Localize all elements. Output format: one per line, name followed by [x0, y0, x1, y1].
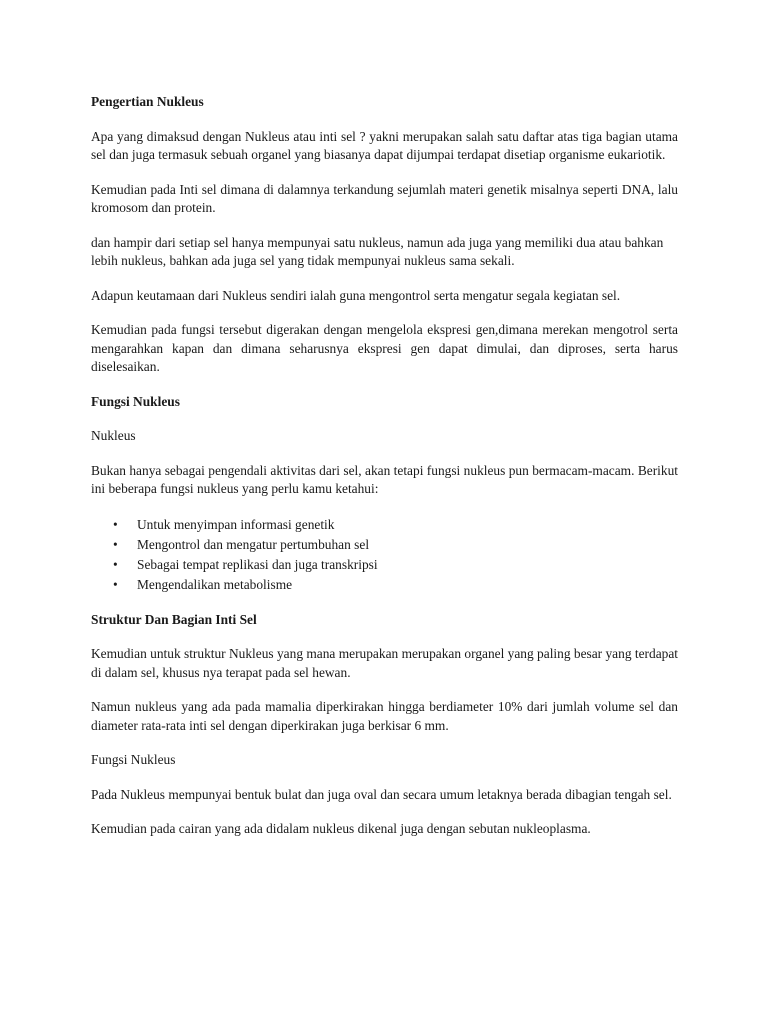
- paragraph: Pada Nukleus mempunyai bentuk bulat dan juga oval dan secara umum letaknya berada dibagian tengah sel.: [91, 786, 672, 802]
- paragraph: Kemudian untuk struktur Nukleus yang mana merupakan merupakan organel yang paling besar yang terdapat di dalam sel, khusus nya terapat pada sel hewan.: [91, 646, 678, 680]
- list-item: [91, 555, 678, 575]
- bullet-icon: •: [113, 556, 118, 572]
- heading-fungsi-nukleus: Fungsi Nukleus: [91, 393, 180, 409]
- list-item-text: Mengendalikan metabolisme: [137, 576, 293, 592]
- paragraph: Apa yang dimaksud dengan Nukleus atau inti sel ? yakni merupakan salah satu daftar atas tiga bagian utama sel dan juga termasuk sebuah organel yang biasanya dapat dijumpai terdapat disetiap organisme eukariotik.: [91, 128, 678, 162]
- list-item: [91, 535, 678, 555]
- list-item-text: Mengontrol dan mengatur pertumbuhan sel: [137, 536, 370, 552]
- paragraph: Bukan hanya sebagai pengendali aktivitas dari sel, akan tetapi fungsi nukleus pun bermacam-macam. Berikut ini beberapa fungsi nukleus yang perlu kamu ketahui:: [91, 462, 678, 496]
- list-item-text: Sebagai tempat replikasi dan juga transkripsi: [137, 556, 378, 572]
- list-item-text: Untuk menyimpan informasi genetik: [137, 516, 335, 532]
- paragraph: Namun nukleus yang ada pada mamalia diperkirakan hingga berdiameter 10% dari jumlah volume sel dan diameter rata-rata inti sel dengan diperkirakan juga berkisar 6 mm.: [91, 699, 678, 733]
- heading-struktur-inti-sel: Struktur Dan Bagian Inti Sel: [91, 611, 257, 627]
- paragraph: Kemudian pada Inti sel dimana di dalamnya terkandung sejumlah materi genetik misalnya seperti DNA, lalu kromosom dan protein.: [91, 181, 678, 215]
- paragraph: dan hampir dari setiap sel hanya mempunyai satu nukleus, namun ada juga yang memiliki dua atau bahkan lebih nukleus, bahkan ada juga sel yang tidak mempunyai nukleus sama sekali.: [91, 234, 664, 268]
- paragraph: Kemudian pada fungsi tersebut digerakan dengan mengelola ekspresi gen,dimana merekan mengotrol serta mengarahkan kapan dan dimana seharusnya ekspresi gen dapat dimulai, dan diproses, serta harus diselesaikan.: [91, 322, 678, 374]
- paragraph: Nukleus: [91, 428, 136, 443]
- bullet-icon: •: [113, 516, 118, 532]
- bullet-list: [91, 515, 678, 595]
- paragraph: Adapun keutamaan dari Nukleus sendiri ialah guna mengontrol serta mengatur segala kegiatan sel.: [91, 287, 621, 303]
- paragraph: Fungsi Nukleus: [91, 752, 176, 767]
- paragraph: Kemudian pada cairan yang ada didalam nukleus dikenal juga dengan sebutan nukleoplasma.: [91, 821, 591, 836]
- list-item: [91, 575, 678, 595]
- bullet-icon: •: [113, 576, 118, 592]
- list-item: [91, 515, 678, 535]
- document-page: [91, 93, 678, 855]
- heading-pengertian-nukleus: Pengertian Nukleus: [91, 94, 204, 109]
- bullet-icon: •: [113, 536, 118, 552]
